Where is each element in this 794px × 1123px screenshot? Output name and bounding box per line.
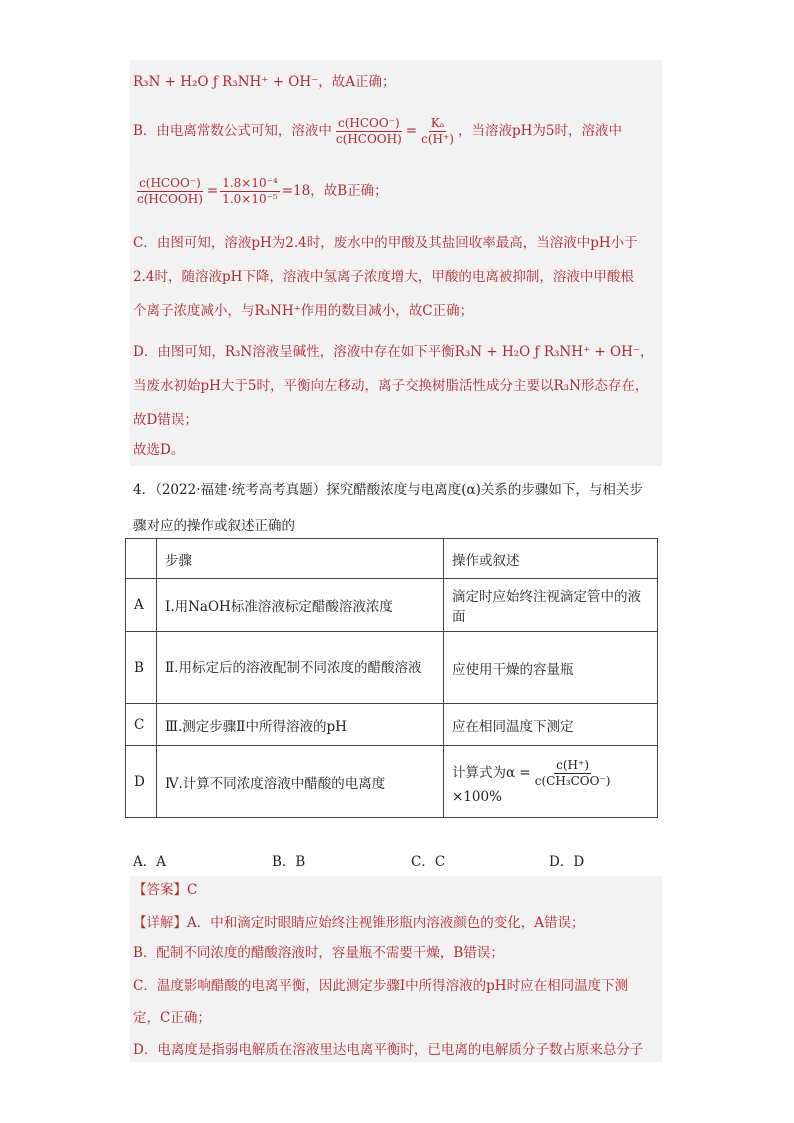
solution-line-d2: 当废水初始pH大于5时，平衡向左移动，离子交换树脂活性成分主要以R₃N形态存在，	[133, 378, 649, 394]
answer-background-bottom	[130, 876, 662, 1062]
detail-line-b: B．配制不同浓度的醋酸溶液时，容量瓶不需要干燥，B错误；	[133, 945, 504, 961]
row-step: Ⅱ.用标定后的溶液配制不同浓度的醋酸溶液	[157, 632, 444, 704]
row-desc: 应在相同温度下测定	[444, 704, 658, 746]
question-stem-line1: 4．（2022·福建·统考高考真题）探究醋酸浓度与电离度(α)关系的步骤如下，与相关步	[133, 482, 643, 498]
row-label: B	[126, 632, 157, 704]
solution-line-c3: 个离子浓度减小，与R₃NH⁺作用的数目减小，故C正确；	[133, 303, 474, 319]
option-a: A．A	[133, 854, 166, 870]
solution-line-b-calc: $\frac{\text{c(HCOO⁻)}}{\text{c(HCOOH)}}$ = $\frac{\text{1.8×10⁻⁴}}{\text{1.0×10⁻⁵}}$ =18，故B正确；	[137, 176, 388, 206]
solution-line-c2: 2.4时，随溶液pH下降，溶液中氢离子浓度增大，甲酸的电离被抑制，溶液中甲酸根	[133, 269, 634, 285]
row-desc: 应使用干燥的容量瓶	[444, 632, 658, 704]
table-row	[126, 704, 658, 746]
option-d: D．D	[549, 854, 585, 870]
row-desc: 滴定时应始终注视滴定管中的液面	[444, 579, 658, 632]
detail-line-c1: C．温度影响醋酸的电离平衡，因此测定步骤Ⅰ中所得溶液的pH时应在相同温度下测	[133, 978, 629, 994]
steps-table	[125, 538, 658, 818]
solution-line-d3: 故D错误；	[133, 412, 198, 428]
solution-line-b: B．由电离常数公式可知，溶液中 $\frac{\text{c(HCOO⁻)}}{\text{c(HCOOH)}}$ = $\frac{\text{Kₐ}}{c(H^+)}$ ，当溶液pH为5时，溶液中	[133, 116, 623, 146]
detail-line-d1: D．电离度是指弱电解质在溶液里达电离平衡时，已电离的电解质分子数占原来总分子	[133, 1042, 644, 1058]
row-step: Ⅲ.测定步骤Ⅱ中所得溶液的pH	[157, 704, 444, 746]
table-header-step: 步骤	[157, 539, 444, 579]
row-desc: 计算式为α = $\frac{c(H^+)}{\text{c(CH₃COO⁻)}}$ ×100%	[444, 746, 658, 818]
solution-line-a-end: R₃N + H₂O ƒ R₃NH⁺ + OH⁻，故A正确；	[133, 74, 396, 90]
solution-line-d1: D．由图可知，R₃N溶液呈碱性，溶液中存在如下平衡R₃N + H₂O ƒ R₃NH⁺ + OH⁻，	[133, 344, 654, 360]
row-label: A	[126, 579, 157, 632]
detail-line-a: 【详解】A．中和滴定时眼睛应始终注视锥形瓶内溶液颜色的变化，A错误；	[133, 915, 585, 931]
row-label: C	[126, 704, 157, 746]
question-stem-line2: 骤对应的操作或叙述正确的	[133, 518, 295, 534]
table-row	[126, 579, 658, 632]
table-header-desc: 操作或叙述	[444, 539, 658, 579]
table-header-blank	[126, 539, 157, 579]
solution-line-conclusion: 故选D。	[133, 442, 185, 458]
option-c: C．C	[411, 854, 446, 870]
row-label: D	[126, 746, 157, 818]
detail-line-c2: 定，C正确；	[133, 1010, 211, 1026]
solution-line-c1: C．由图可知，溶液pH为2.4时，废水中的甲酸及其盐回收率最高，当溶液中pH小于	[133, 235, 638, 251]
row-step: Ⅰ.用NaOH标准溶液标定醋酸溶液浓度	[157, 579, 444, 632]
row-step: Ⅳ.计算不同浓度溶液中醋酸的电离度	[157, 746, 444, 818]
answer-line: 【答案】C	[133, 882, 198, 898]
option-b: B．B	[272, 854, 306, 870]
table-header-row	[126, 539, 658, 579]
table-row	[126, 632, 658, 704]
table-row	[126, 746, 658, 818]
